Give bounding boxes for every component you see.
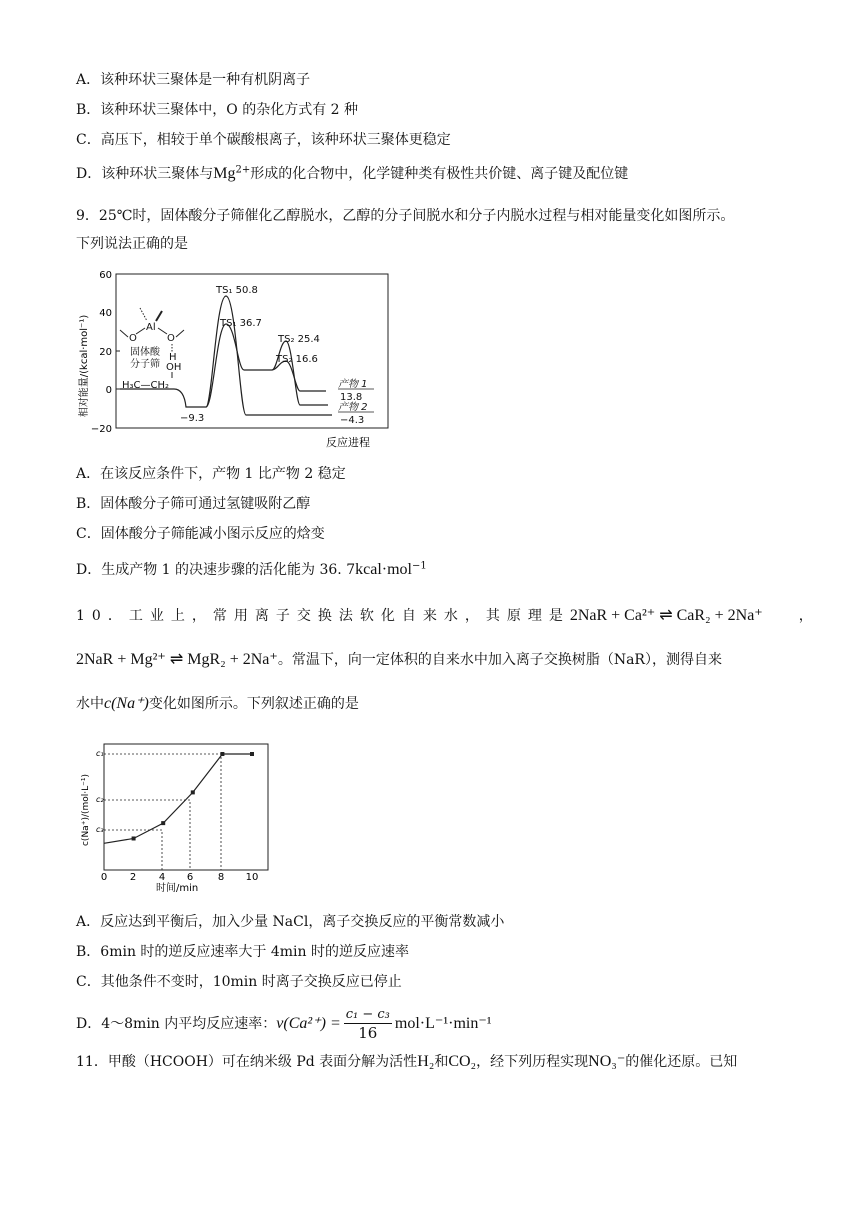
- q10-d-fraction: [344, 1007, 392, 1042]
- q9-label-ts1a: TS₁ 50.8: [216, 285, 258, 296]
- q9-struct-h: H: [169, 352, 177, 363]
- q8-option-a: A．该种环状三聚体是一种有机阴离子: [76, 72, 311, 88]
- q9-label-p1v: 13.8: [340, 392, 363, 403]
- q8-d-charge: 2+: [235, 164, 251, 176]
- q10-xtick-6: 6: [186, 872, 194, 883]
- q11-pre: 11．甲酸（HCOOH）可在纳米级 Pd 表面分解为活性: [76, 1054, 418, 1070]
- q9-stem-line2: 下列说法正确的是: [76, 236, 188, 252]
- q10-ylabel: c(Na⁺)/(mol·L⁻¹): [81, 773, 91, 847]
- q10-data-point: [220, 752, 224, 756]
- q8-option-d: [76, 164, 628, 184]
- q9-ytick-neg20: −20: [90, 424, 112, 435]
- q8-d-ion: Mg: [213, 165, 236, 182]
- sodium-concentration-chart: [76, 740, 276, 892]
- q9-option-c: C．固体酸分子筛能减小图示反应的焓变: [76, 526, 325, 542]
- q9-curve-path-d: [314, 391, 332, 415]
- q9-label-p2: 产物 2: [338, 402, 368, 413]
- q9-struct-cat1: 固体酸: [130, 347, 160, 358]
- q10-xtick-10: 10: [245, 872, 259, 883]
- q9-ytick-60: 60: [99, 270, 112, 281]
- q10-equation-ca: 2NaR + Ca²⁺ ⇌ CaR₂ + 2Na⁺: [569, 607, 763, 624]
- q10-ytick-c2: c₂: [96, 795, 104, 804]
- q9-struct-al: Al: [146, 322, 156, 333]
- q9-option-b: B．固体酸分子筛可通过氢键吸附乙醇: [76, 496, 311, 512]
- q8-d-pre: D．该种环状三聚体与: [76, 166, 214, 182]
- q10-stem3-pre: 水中: [76, 696, 104, 712]
- q9-struct-oh: OH: [166, 362, 182, 373]
- q11-h2: H₂: [417, 1053, 435, 1070]
- q10-option-a: A．反应达到平衡后，加入少量 NaCl，离子交换反应的平衡常数减小: [76, 914, 505, 930]
- q9-d-unit: kcal·mol: [355, 561, 412, 578]
- q10-xtick-8: 8: [217, 872, 225, 883]
- q10-d-numerator: c₁ − c₃: [345, 1006, 390, 1022]
- q10-plot-frame: [104, 744, 268, 870]
- q10-ytick-c1: c₁: [96, 749, 104, 758]
- q11-mid1: 和: [434, 1054, 449, 1070]
- q10-ytick-c3: c₃: [96, 825, 104, 834]
- energy-profile-chart: [76, 266, 394, 454]
- q9-label-min: −9.3: [180, 413, 205, 424]
- q9-option-a: A．在该反应条件下，产物 1 比产物 2 稳定: [76, 466, 346, 482]
- q8-d-post: 形成的化合物中，化学键种类有极性共价键、离子键及配位键: [250, 166, 629, 182]
- q10-data-point: [250, 752, 254, 756]
- q10-xtick-0: 0: [100, 872, 108, 883]
- q10-xlabel: 时间/min: [156, 883, 199, 892]
- q11-co2: CO₂: [448, 1053, 477, 1070]
- q9-label-p2v: −4.3: [340, 415, 365, 426]
- q10-data-point: [132, 836, 136, 840]
- q9-ytick-0: 0: [105, 385, 112, 396]
- q10-guides: [104, 754, 221, 870]
- q10-stem2-post: 。常温下，向一定体积的自来水中加入离子交换树脂（NaR），测得自来: [277, 652, 722, 668]
- q10-series-line: [104, 754, 252, 843]
- q10-stem-line2: [76, 650, 722, 670]
- q10-d-pre: D．4～8min 内平均反应速率：: [76, 1016, 277, 1032]
- q9-d-pre: D．生成产物 1 的决速步骤的活化能为 36. 7: [76, 562, 356, 578]
- q10-d-unit: mol·L⁻¹·min⁻¹: [394, 1015, 492, 1032]
- q9-label-ts1b: TS₁ 36.7: [220, 318, 262, 329]
- q9-yticks: [91, 270, 112, 435]
- q9-label-ts2a: TS₂ 25.4: [278, 334, 320, 345]
- q11-stem: [76, 1052, 737, 1072]
- q10-option-b: B．6min 时的逆反应速率大于 4min 时的逆反应速率: [76, 944, 409, 960]
- q9-ytick-20: 20: [99, 347, 112, 358]
- q10-d-denominator: 16: [358, 1023, 378, 1042]
- q10-data-point: [191, 790, 195, 794]
- q9-struct-o-right: O: [167, 333, 175, 344]
- q11-no3: NO₃⁻: [588, 1053, 626, 1070]
- q10-option-d: [76, 1004, 492, 1044]
- q11-post: 的催化还原。已知: [625, 1054, 738, 1070]
- q9-ytick-40: 40: [99, 308, 112, 319]
- q10-equation-mg: 2NaR + Mg²⁺ ⇌ MgR₂ + 2Na⁺: [76, 651, 278, 668]
- q9-stem-line1: 9．25℃时，固体酸分子筛催化乙醇脱水，乙醇的分子间脱水和分子内脱水过程与相对能量变化如图所示。: [76, 208, 735, 224]
- q10-stem-pre: 10．工业上，常用离子交换法软化自来水，其原理是: [76, 608, 570, 624]
- q9-struct-ethyl: H₃C—CH₂: [122, 380, 170, 391]
- q10-cna: c(Na⁺): [104, 695, 149, 712]
- q9-struct-cat2: 分子筛: [130, 359, 160, 370]
- q9-xlabel: 反应进程: [326, 436, 370, 449]
- q9-option-d: [76, 560, 427, 580]
- q8-option-c: C．高压下，相较于单个碳酸根离子，该种环状三聚体更稳定: [76, 132, 451, 148]
- zeolite-structure: [120, 308, 184, 391]
- q9-label-p1: 产物 1: [338, 379, 368, 390]
- q10-stem3-post: 变化如图所示。下列叙述正确的是: [148, 696, 359, 712]
- q10-xtick-4: 4: [158, 872, 166, 883]
- q10-option-c: C．其他条件不变时，10min 时离子交换反应已停止: [76, 974, 402, 990]
- q8-option-b: B．该种环状三聚体中，O 的杂化方式有 2 种: [76, 102, 359, 118]
- q11-mid2: ，经下列历程实现: [476, 1054, 589, 1070]
- q10-stem-line1: [76, 606, 813, 626]
- q9-d-exp: −1: [411, 560, 427, 572]
- q10-series: [104, 752, 254, 843]
- q10-d-rate: v(Ca²⁺) =: [276, 1015, 341, 1032]
- q10-stem1-post: ，: [798, 608, 813, 624]
- q9-struct-o-left: O: [129, 333, 137, 344]
- q10-stem-line3: [76, 694, 359, 714]
- q10-data-point: [161, 821, 165, 825]
- q10-xtick-2: 2: [129, 872, 137, 883]
- q9-ylabel: 相对能量/(kcal·mol⁻¹): [79, 314, 90, 418]
- q9-label-ts2b: TS₂ 16.6: [276, 354, 318, 365]
